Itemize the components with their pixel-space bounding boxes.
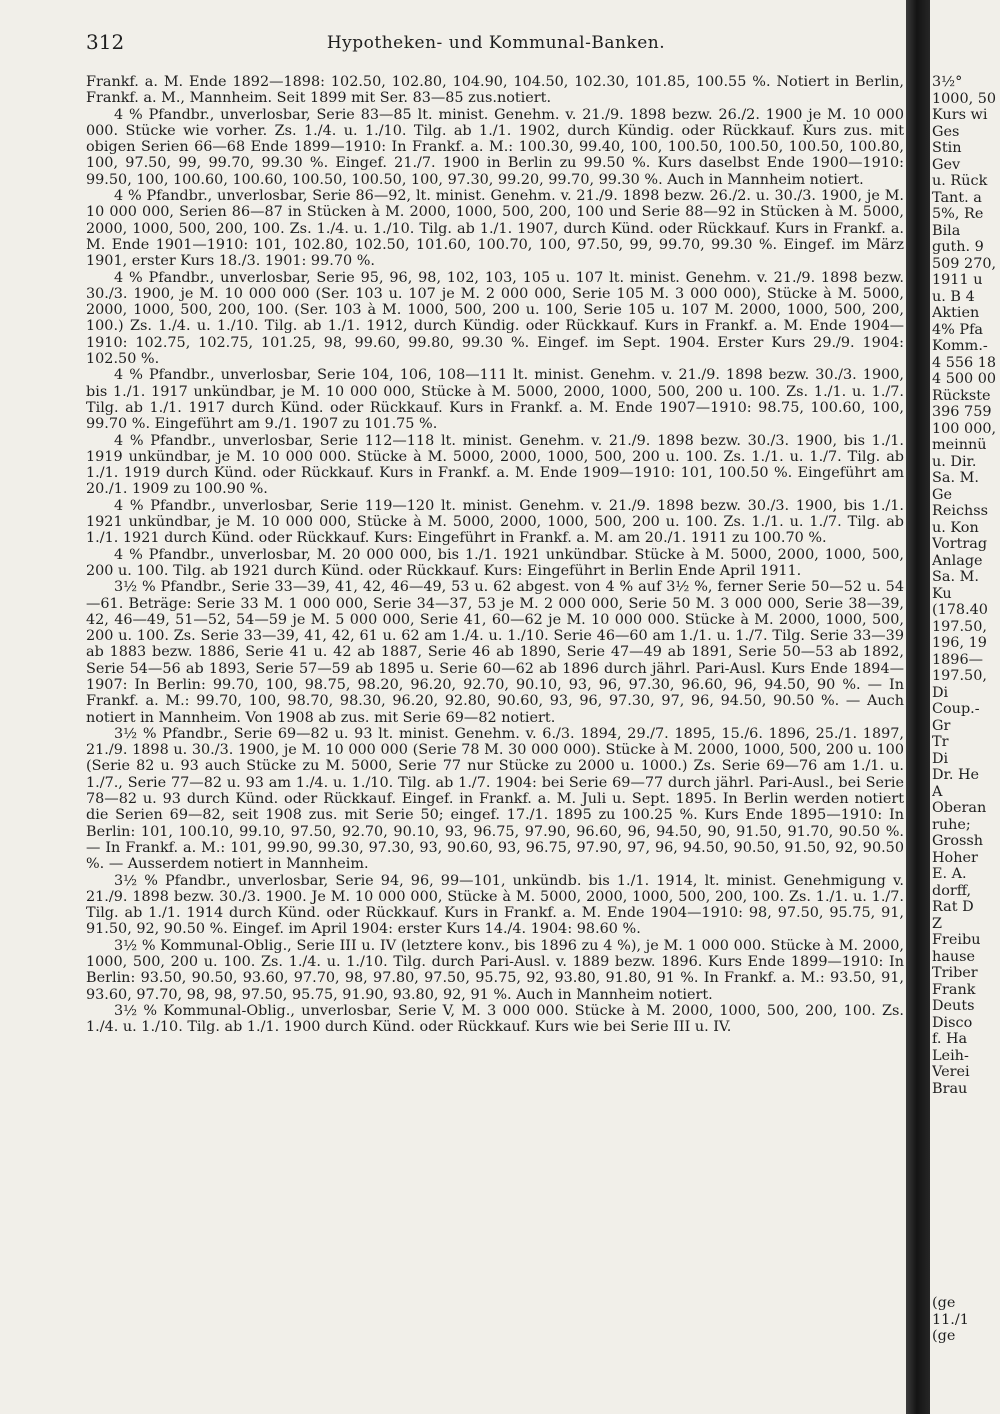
facing-page-fragment: Reichss — [932, 503, 989, 519]
facing-page-fragment — [932, 1180, 1000, 1197]
facing-page-fragment: Sa. M. — [932, 470, 979, 486]
facing-page-fragment: A — [932, 783, 943, 800]
facing-page-fragment: ruhe; — [932, 816, 971, 833]
facing-page-fragment: Stin — [932, 140, 962, 156]
facing-page-fragment: Rat D — [932, 899, 974, 915]
facing-page-fragment — [932, 1196, 1000, 1213]
facing-page-fragment: 100 000, — [932, 420, 997, 437]
facing-page-fragment-column — [932, 74, 1000, 1345]
facing-page-fragment: Deuts — [932, 998, 975, 1014]
facing-page-fragment: Leih- — [932, 1047, 969, 1064]
facing-page-fragment: Hoher — [932, 849, 978, 866]
facing-page-fragment: u. B 4 — [932, 288, 975, 305]
facing-page-fragment: (ge — [932, 1295, 956, 1311]
facing-page-fragment: Anlage — [932, 552, 983, 569]
book-gutter — [906, 0, 930, 1414]
facing-page-fragment: 197.50, — [932, 668, 987, 684]
page-number: 312 — [86, 30, 125, 54]
facing-page-fragment: 196, 19 — [932, 635, 987, 651]
paragraph: 4 % Pfandbr., unverlosbar, Serie 83—85 lt. minist. Genehm. v. 21./9. 1898 bezw. 26./2. 1900 je M. 10 000 000. Stücke wie vorher. Zs. 1./4. u. 1./10. Tilg. ab 1./1. 1902, durch Kündig. oder Rückkauf. Kurs zus. mit obigen Serien 66—68 Ende 1899—1910: In Frankf. a. M.: 100.30, 99.40, 100, 100.50, 100.50, 100.50, 100.80, 100, 97.50, 99, 99.70, 99.30 %. Eingef. 21./7. 1900 in Berlin zu 99.50 %. Kurs daselbst Ende 1900—1910: 99.50, 100, 100.60, 100.60, 100.50, 100.50, 100, 97.30, 99.20, 99.70, 99.30 %. Auch in Mannheim notiert. — [86, 106, 904, 188]
facing-page-fragment: Z — [932, 915, 942, 932]
facing-page-fragment: Rückste — [932, 387, 991, 404]
paragraph: 3½ % Pfandbr., Serie 33—39, 41, 42, 46—49, 53 u. 62 abgest. von 4 % auf 3½ %, ferner Serie 50—52 u. 54—61. Beträge: Serie 33 M. 1 000 000, Serie 34—37, 53 je M. 2 000 000, Serie 50 M. 3 000 000, Serie 38—39, 42, 46—49, 51—52, 54—59 je M. 5 000 000, Serie 41, 60—62 je M. 10 000 000. Stücke à M. 2000, 1000, 500, 200 u. 100. Zs. Serie 33—39, 41, 42, 61 u. 62 am 1./4. u. 1./10. Serie 46—60 am 1./1. u. 1./7. Tilg. Serie 33—39 ab 1883 bezw. 1886, Serie 41 u. 42 ab 1887, Serie 46 ab 1890, Serie 47—49 ab 1891, Serie 50—53 ab 1892, Serie 54—56 ab 1893, Serie 57—59 ab 1895 u. Serie 60—62 ab 1896 durch jährl. Pari-Ausl. Kurs Ende 1894—1907: In Berlin: 99.70, 100, 98.75, 98.20, 96.20, 92.70, 90.10, 93, 96, 97.30, 96.60, 96, 94.50, 90 %. — In Frankf. a. M.: 99.70, 100, 98.70, 98.30, 96.20, 92.80, 90.60, 93, 96, 97.30, 97, 96, 94.50, 90.50 %. — Auch notiert in Mannheim. Von 1908 ab zus. mit Serie 69—82 notiert. — [86, 579, 904, 726]
facing-page-fragment: Gev — [932, 156, 961, 173]
facing-page-fragment — [932, 1213, 1000, 1230]
facing-page-fragment: 1000, 50 — [932, 90, 997, 107]
facing-page-fragment: Coup.- — [932, 701, 980, 717]
facing-page-fragment: Grossh — [932, 833, 984, 849]
facing-page-fragment: Ge — [932, 486, 953, 503]
facing-page-fragment: 4 500 00 — [932, 371, 997, 387]
facing-page-fragment — [932, 1279, 1000, 1296]
facing-page-fragment: Komm.- — [932, 338, 988, 354]
paragraph: 3½ % Kommunal-Oblig., Serie III u. IV (letztere konv., bis 1896 zu 4 %), je M. 1 000 000. Stücke à M. 2000, 1000, 500, 200 u. 100. Zs. 1./4. u. 1./10. Tilg. durch Pari-Ausl. v. 1889 bezw. 1896. Kurs Ende 1899—1910: In Berlin: 93.50, 90.50, 93.60, 97.70, 98, 97.80, 97.50, 95.75, 92, 93.80, 91.80, 91 %. In Frankf. a. M.: 93.50, 91, 93.60, 97.70, 98, 98, 97.50, 95.75, 91.90, 93.80, 92, 91 %. Auch in Mannheim notiert. — [86, 937, 904, 1003]
facing-page-fragment: meinnü — [932, 437, 987, 453]
facing-page-fragment: Dr. He — [932, 767, 980, 783]
facing-page-fragment: Oberan — [932, 800, 987, 816]
facing-page-fragment — [932, 1246, 1000, 1263]
facing-page-fragment: dorff, — [932, 882, 972, 899]
facing-page-fragment: (178.40 — [932, 602, 988, 618]
facing-page-fragment: Tr — [932, 734, 949, 750]
facing-page-fragment: Sa. M. — [932, 569, 979, 585]
facing-page-fragment — [932, 1097, 1000, 1114]
facing-page-fragment: 3½° — [932, 74, 963, 90]
facing-page-fragment: Gr — [932, 717, 951, 734]
facing-page-fragment: f. Ha — [932, 1031, 968, 1047]
facing-page-fragment: 1896— — [932, 651, 984, 668]
facing-page-fragment: Frank — [932, 981, 976, 998]
facing-page-fragment — [932, 1147, 1000, 1164]
paragraph: 4 % Pfandbr., unverlosbar, Serie 112—118 lt. minist. Genehm. v. 21./9. 1898 bezw. 30./3. 1900, bis 1./1. 1919 unkündbar, je M. 10 000 000. Stücke à M. 5000, 2000, 1000, 500, 200 u. 100. Zs. 1./1. u. 1./7. Tilg. ab 1./1. 1919 durch Künd. oder Rückkauf. Kurs in Frankf. a. M. Ende 1909—1910: 101, 100.50 %. Eingeführt am 20./1. 1909 zu 100.90 %. — [86, 432, 904, 498]
facing-page-fragment: 396 759 — [932, 404, 992, 420]
facing-page-fragment: 5%, Re — [932, 206, 984, 222]
facing-page-fragment: Tant. a — [932, 189, 982, 206]
paragraph: 4 % Pfandbr., unverlosbar, Serie 95, 96, 98, 102, 103, 105 u. 107 lt. minist. Genehm. v. 21./9. 1898 bezw. 30./3. 1900, je M. 10 000 000 (Ser. 103 u. 107 je M. 2 000 000, Serie 105 M. 3 000 000), Stücke à M. 5000, 2000, 1000, 500, 200, 100. (Ser. 103 à M. 1000, 500, 200 u. 100, Serie 105 u. 107 M. 2000, 1000, 500, 200, 100.) Zs. 1./4. u. 1./10. Tilg. ab 1./1. 1912, durch Kündig. oder Rückkauf. Kurs in Frankf. a. M. Ende 1904—1910: 102.75, 102.75, 101.25, 98, 99.60, 99.80, 99.30 %. Eingef. im Sept. 1904. Erster Kurs 29./9. 1904: 102.50 %. — [86, 269, 904, 368]
facing-page-fragment: Ku — [932, 585, 952, 602]
paragraph: 3½ % Kommunal-Oblig., unverlosbar, Serie V, M. 3 000 000. Stücke à M. 2000, 1000, 500, 200, 100. Zs. 1./4. u. 1./10. Tilg. ab 1./1. 1900 durch Künd. oder Rückkauf. Kurs wie bei Serie III u. IV. — [86, 1002, 904, 1036]
paragraph: 3½ % Pfandbr., unverlosbar, Serie 94, 96, 99—101, unkündb. bis 1./1. 1914, lt. minist. Genehmigung v. 21./9. 1898 bezw. 30./3. 1900. Je M. 10 000 000, Stücke à M. 5000, 2000, 1000, 500, 200, 100. Zs. 1./1. u. 1./7. Tilg. ab 1./1. 1914 durch Künd. oder Rückkauf. Kurs in Frankf. a. M. Ende 1904—1910: 98, 97.50, 95.75, 91, 91.50, 92, 90.50 %. Eingef. im April 1904: erster Kurs 14./4. 1904: 98.60 %. — [86, 872, 904, 938]
facing-page-fragment: (ge — [932, 1328, 956, 1344]
facing-page-fragment: hause — [932, 948, 976, 965]
facing-page-fragment: Vortrag — [932, 536, 988, 552]
facing-page-fragment: guth. 9 — [932, 239, 984, 255]
facing-page-fragment: Triber — [932, 965, 978, 981]
facing-page-fragment: 4% Pfa — [932, 321, 983, 338]
facing-page-fragment: Di — [932, 750, 949, 767]
facing-page-fragment: E. A. — [932, 866, 967, 882]
facing-page-fragment: Aktien — [932, 305, 980, 321]
running-title: Hypotheken- und Kommunal-Banken. — [326, 33, 666, 53]
main-text-column — [86, 74, 904, 1036]
facing-page-fragment — [932, 1229, 1000, 1246]
paragraph: 4 % Pfandbr., unverlosbar, Serie 86—92, lt. minist. Genehm. v. 21./9. 1898 bezw. 26./2. u. 30./3. 1900, je M. 10 000 000, Serien 86—87 in Stücken à M. 2000, 1000, 500, 200, 100 und Serie 88—92 in Stücken à M. 5000, 2000, 1000, 500, 200, 100. Zs. 1./4. u. 1./10. Tilg. ab 1./1. 1907, durch Künd. oder Rückkauf. Kurs in Frankf. a. M. Ende 1901—1910: 101, 102.80, 102.50, 101.60, 100.70, 100, 97.50, 99, 99.70, 99.30 %. Eingef. im März 1901, erster Kurs 18./3. 1901: 99.70 %. — [86, 188, 904, 270]
facing-page-fragment: u. Rück — [932, 173, 988, 189]
facing-page-fragment: Freibu — [932, 932, 981, 948]
facing-page-fragment — [932, 1130, 1000, 1147]
paragraph: 4 % Pfandbr., unverlosbar, M. 20 000 000, bis 1./1. 1921 unkündbar. Stücke à M. 5000, 2000, 1000, 500, 200 u. 100. Tilg. ab 1921 durch Künd. oder Rückkauf. Kurs: Eingeführt in Berlin Ende April 1911. — [86, 546, 904, 579]
facing-page-fragment: Di — [932, 684, 949, 701]
facing-page-fragment: u. Dir. — [932, 453, 977, 470]
paragraph: Frankf. a. M. Ende 1892—1898: 102.50, 102.80, 104.90, 104.50, 102.30, 101.85, 100.55 %. Notiert in Berlin, Frankf. a. M., Mannheim. Seit 1899 mit Ser. 83—85 zus.notiert. — [86, 74, 904, 107]
facing-page-fragment — [932, 1163, 1000, 1180]
facing-page-fragment: Brau — [932, 1080, 968, 1097]
facing-page-fragment: 11./1 — [932, 1311, 969, 1328]
facing-page-fragment: Ges — [932, 123, 960, 140]
facing-page-fragment: u. Kon — [932, 519, 979, 536]
facing-page-fragment: 509 270, — [932, 255, 997, 272]
facing-page-fragment: Kurs wi — [932, 107, 988, 123]
facing-page-fragment: 1911 u — [932, 272, 983, 288]
facing-page-fragment: Disco — [932, 1014, 973, 1031]
facing-page-fragment: Verei — [932, 1064, 970, 1080]
facing-page-fragment: 4 556 18 — [932, 354, 997, 371]
paragraph: 4 % Pfandbr., unverlosbar, Serie 104, 106, 108—111 lt. minist. Genehm. v. 21./9. 1898 bezw. 30./3. 1900, bis 1./1. 1917 unkündbar, je M. 10 000 000, Stücke à M. 5000, 2000, 1000, 500, 200 u. 100. Zs. 1./1. u. 1./7. Tilg. ab 1./1. 1917 durch Künd. oder Rückkauf. Kurs in Frankf. a. M. Ende 1907—1910: 98.75, 100.60, 100, 99.70 %. Eingeführt am 9./1. 1907 zu 101.75 %. — [86, 367, 904, 433]
facing-page-fragment — [932, 1262, 1000, 1279]
facing-page-fragment — [932, 1114, 1000, 1131]
facing-page-fragment: 197.50, — [932, 618, 987, 635]
paragraph: 3½ % Pfandbr., Serie 69—82 u. 93 lt. minist. Genehm. v. 6./3. 1894, 29./7. 1895, 15./6. 1896, 25./1. 1897, 21./9. 1898 u. 30./3. 1900, je M. 10 000 000 (Serie 78 M. 30 000 000). Stücke à M. 2000, 1000, 500, 200 u. 100 (Serie 82 u. 93 auch Stücke zu M. 5000, Serie 77 nur Stücke zu 2000 u. 1000.) Zs. Serie 69—76 am 1./1. u. 1./7., Serie 77—82 u. 93 am 1./4. u. 1./10. Tilg. ab 1./7. 1904: bei Serie 69—77 durch jährl. Pari-Ausl., bei Serie 78—82 u. 93 durch Künd. oder Rückkauf. Eingef. in Frankf. a. M. Juli u. Sept. 1895. In Berlin werden notiert die Serien 69—82, seit 1908 zus. mit Serie 50; eingef. 17./1. 1895 zu 100.25 %. Kurs Ende 1895—1910: In Berlin: 101, 100.10, 99.10, 97.50, 92.70, 90.10, 93, 96.75, 97.90, 96.60, 96, 94.50, 90, 91.50, 91.70, 90.50 %. — In Frankf. a. M.: 101, 99.90, 99.30, 97.30, 93, 90.60, 93, 96.75, 97.90, 97, 96, 94.50, 90.50, 91.50, 92, 90.50 %. — Ausserdem notiert in Mannheim. — [86, 725, 904, 873]
facing-page-fragment: Bila — [932, 222, 961, 239]
paragraph: 4 % Pfandbr., unverlosbar, Serie 119—120 lt. minist. Genehm. v. 21./9. 1898 bezw. 30./3. 1900, bis 1./1. 1921 unkündbar, je M. 10 000 000, Stücke à M. 5000, 2000, 1000, 500, 200 u. 100. Zs. 1./1. u. 1./7. Tilg. ab 1./1. 1921 durch Künd. oder Rückkauf. Kurs: Eingeführt in Frankf. a. M. am 20./1. 1911 zu 100.70 %. — [86, 497, 904, 547]
page-header — [86, 30, 906, 60]
